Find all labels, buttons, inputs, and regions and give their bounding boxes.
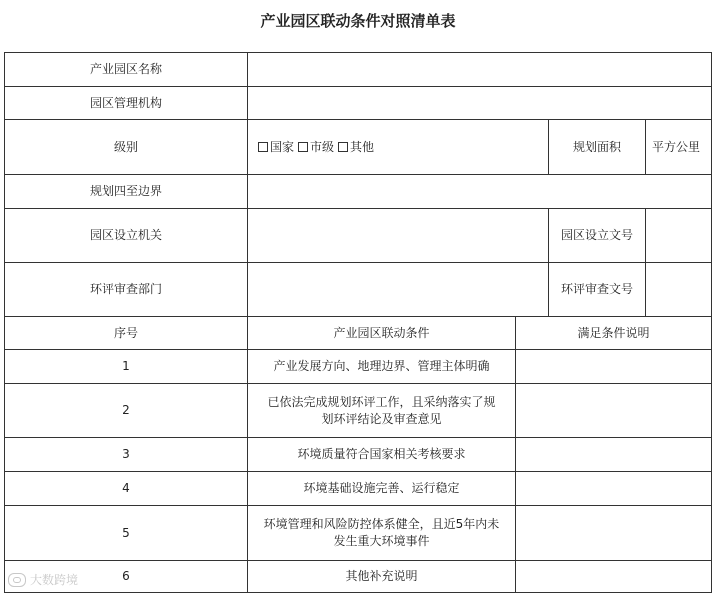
- level-label: 级别: [4, 119, 248, 175]
- boundaries-value[interactable]: [247, 174, 712, 209]
- row-condition: 产业发展方向、地理边界、管理主体明确: [247, 349, 516, 384]
- checkbox-icon: [258, 142, 268, 152]
- establish-doc-no-label: 园区设立文号: [548, 208, 646, 263]
- watermark-text: 大数跨境: [30, 573, 79, 587]
- eia-department-label: 环评审查部门: [4, 262, 248, 317]
- watermark-logo-icon: [8, 573, 26, 587]
- level-options: [247, 119, 549, 175]
- row-no: 5: [4, 505, 248, 561]
- level-option-other[interactable]: 其他: [338, 139, 374, 156]
- level-option-city[interactable]: 市级: [298, 139, 334, 156]
- row-condition: 环境基础设施完善、运行稳定: [247, 471, 516, 506]
- checkbox-icon: [338, 142, 348, 152]
- watermark: [8, 571, 78, 588]
- header-note: 满足条件说明: [515, 316, 712, 350]
- park-agency-label: 园区管理机构: [4, 86, 248, 120]
- establish-authority-label: 园区设立机关: [4, 208, 248, 263]
- row-condition: 已依法完成规划环评工作，且采纳落实了规划环评结论及审查意见: [247, 383, 516, 438]
- row-no: 2: [4, 383, 248, 438]
- planning-area-label: 规划面积: [548, 119, 646, 175]
- checkbox-icon: [298, 142, 308, 152]
- row-note[interactable]: [515, 383, 712, 438]
- row-no: 3: [4, 437, 248, 472]
- establish-doc-no-value[interactable]: [645, 208, 712, 263]
- row-no: 4: [4, 471, 248, 506]
- header-no: 序号: [4, 316, 248, 350]
- area-unit: 平方公里: [645, 119, 712, 175]
- establish-authority-value[interactable]: [247, 208, 549, 263]
- header-condition: 产业园区联动条件: [247, 316, 516, 350]
- park-agency-value[interactable]: [247, 86, 712, 120]
- row-condition: 环境质量符合国家相关考核要求: [247, 437, 516, 472]
- eia-doc-no-value[interactable]: [645, 262, 712, 317]
- row-note[interactable]: [515, 505, 712, 561]
- page-title: 产业园区联动条件对照清单表: [260, 12, 456, 30]
- park-name-value[interactable]: [247, 52, 712, 87]
- row-note[interactable]: [515, 437, 712, 472]
- park-name-label: 产业园区名称: [4, 52, 248, 87]
- boundaries-label: 规划四至边界: [4, 174, 248, 209]
- row-no: 6: [4, 560, 248, 593]
- row-note[interactable]: [515, 471, 712, 506]
- level-option-national[interactable]: 国家: [258, 139, 294, 156]
- row-note[interactable]: [515, 349, 712, 384]
- row-no: 1: [4, 349, 248, 384]
- eia-department-value[interactable]: [247, 262, 549, 317]
- row-note[interactable]: [515, 560, 712, 593]
- row-condition: 其他补充说明: [247, 560, 516, 593]
- row-condition: 环境管理和风险防控体系健全，且近5年内未发生重大环境事件: [247, 505, 516, 561]
- eia-doc-no-label: 环评审查文号: [548, 262, 646, 317]
